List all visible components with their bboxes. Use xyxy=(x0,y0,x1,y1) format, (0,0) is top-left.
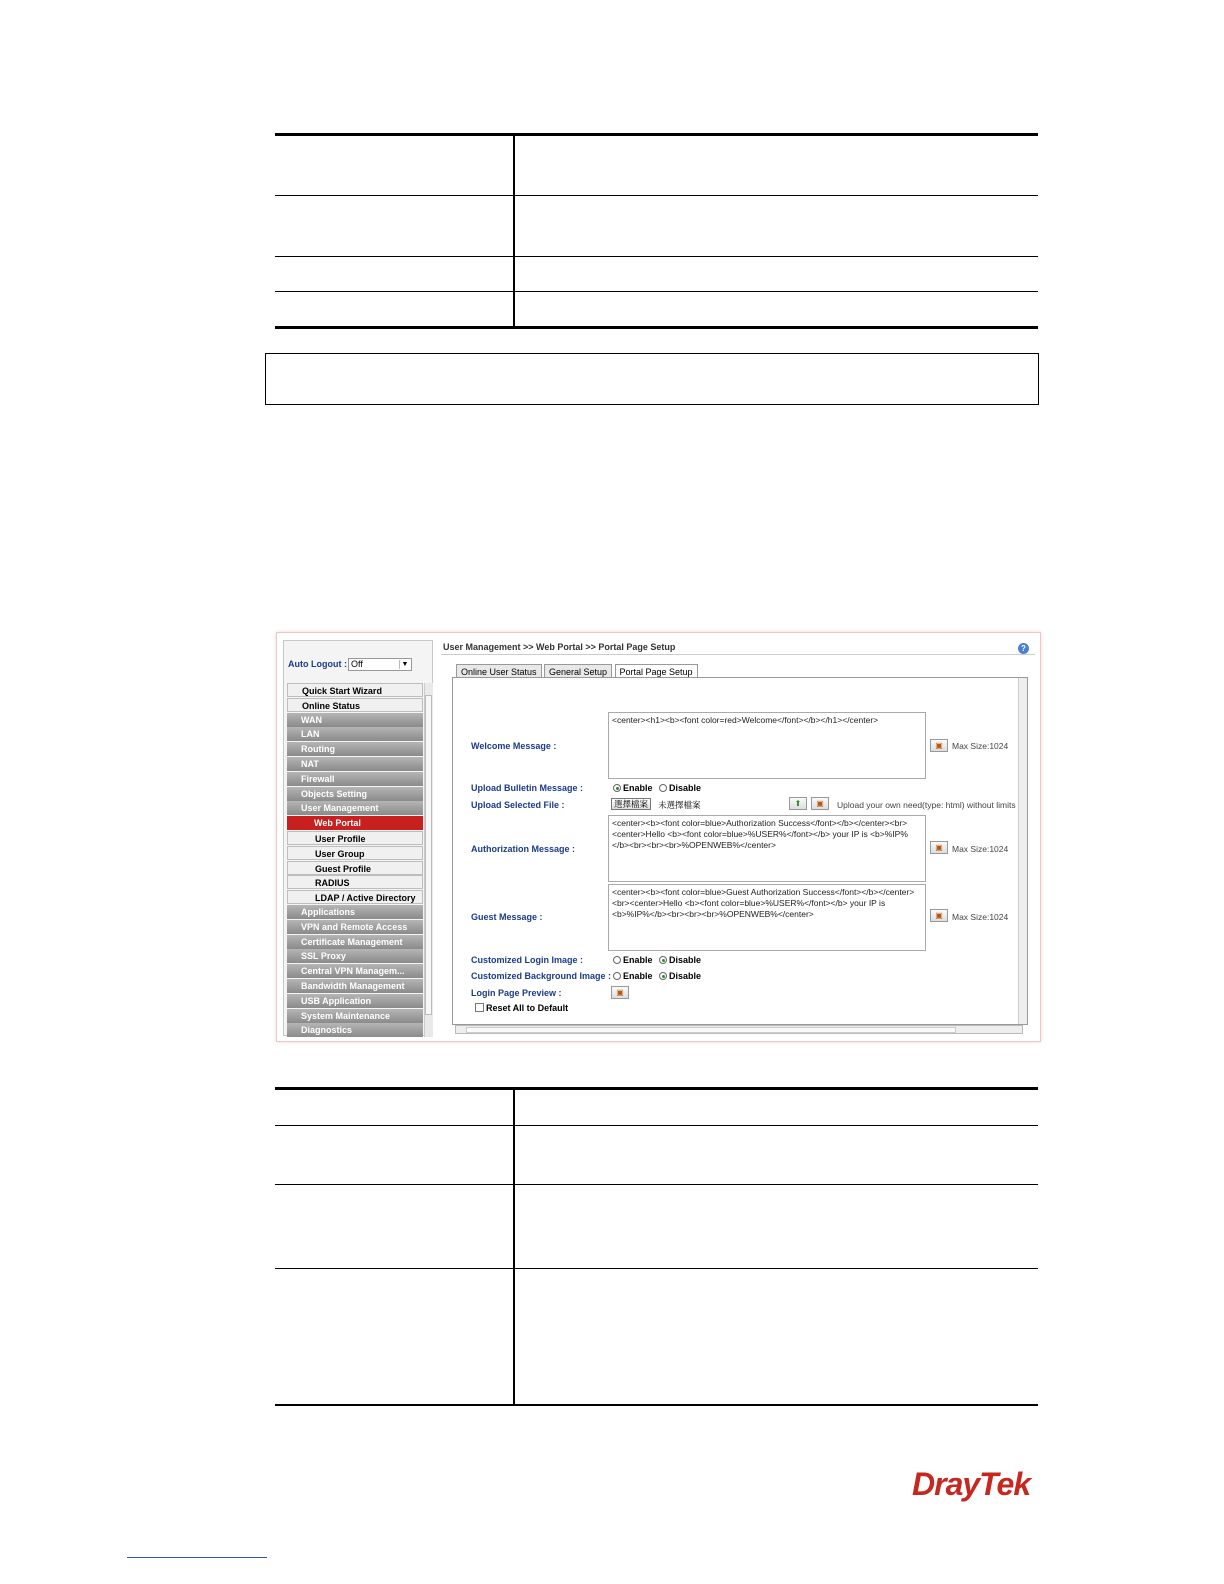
sidebar-item-central-vpn-managem[interactable]: Central VPN Managem... xyxy=(287,964,423,978)
scroll-thumb[interactable] xyxy=(466,1027,956,1033)
radio-label: Disable xyxy=(669,955,702,965)
sidebar-item-objects-setting[interactable]: Objects Setting xyxy=(287,787,423,801)
panel-scrollbar[interactable] xyxy=(1018,678,1027,1024)
radio-label: Enable xyxy=(623,971,653,981)
radio-label: Enable xyxy=(623,783,653,793)
sidebar-item-online-status[interactable]: Online Status xyxy=(287,698,423,712)
table-rule xyxy=(275,256,1038,257)
sidebar xyxy=(283,640,433,1036)
table-divider xyxy=(513,133,515,328)
table-rule xyxy=(275,291,1038,292)
sidebar-item-certificate-management[interactable]: Certificate Management xyxy=(287,935,423,949)
no-file-text: 未選擇檔案 xyxy=(658,800,701,810)
max-size-text: Max Size:1024 xyxy=(952,844,1009,854)
sidebar-item-ldap-active-directory[interactable]: LDAP / Active Directory xyxy=(287,890,423,904)
table-rule xyxy=(275,1087,1038,1090)
preview-icon[interactable]: ▣ xyxy=(611,986,629,999)
table-divider xyxy=(513,1087,515,1406)
reset-checkbox[interactable] xyxy=(475,1003,568,1013)
sidebar-item-usb-application[interactable]: USB Application xyxy=(287,994,423,1008)
radio-icon xyxy=(613,784,621,792)
sidebar-item-vpn-and-remote-access[interactable]: VPN and Remote Access xyxy=(287,920,423,934)
bulletin-enable-radio[interactable] xyxy=(613,783,653,793)
radio-icon xyxy=(659,972,667,980)
table-rule xyxy=(275,133,1038,136)
settings-panel xyxy=(452,677,1028,1025)
upload-note: Upload your own need(type: html) without limits xyxy=(837,800,1016,810)
bg-image-label: Customized Background Image : xyxy=(471,971,612,981)
help-icon[interactable]: ? xyxy=(1018,643,1029,654)
edit-icon[interactable]: ▣ xyxy=(811,797,829,810)
tab-portal-page-setup[interactable]: Portal Page Setup xyxy=(615,664,698,680)
table-rule xyxy=(275,326,1038,329)
sidebar-item-nat[interactable]: NAT xyxy=(287,757,423,771)
bg-image-enable-radio[interactable] xyxy=(613,971,653,981)
table-rule xyxy=(275,1125,1038,1126)
bulletin-disable-radio[interactable] xyxy=(659,783,701,793)
table-rule xyxy=(275,195,1038,196)
divider xyxy=(441,654,1035,655)
note-box xyxy=(265,353,1039,405)
table-rule xyxy=(275,1268,1038,1269)
sidebar-item-quick-start-wizard[interactable]: Quick Start Wizard xyxy=(287,683,423,697)
chevron-down-icon: ▼ xyxy=(399,660,410,669)
edit-icon[interactable]: ▣ xyxy=(930,739,948,752)
footer-rule xyxy=(127,1557,267,1558)
guest-label: Guest Message : xyxy=(471,912,543,922)
sidebar-item-ssl-proxy[interactable]: SSL Proxy xyxy=(287,949,423,963)
sidebar-item-user-management[interactable]: User Management xyxy=(287,801,423,815)
horizontal-scrollbar[interactable] xyxy=(455,1025,1023,1034)
reset-label: Reset All to Default xyxy=(486,1003,569,1013)
max-size-text: Max Size:1024 xyxy=(952,741,1009,751)
sidebar-item-user-profile[interactable]: User Profile xyxy=(287,831,423,845)
breadcrumb: User Management >> Web Portal >> Portal Page Setup xyxy=(443,642,676,652)
sidebar-scrollbar[interactable] xyxy=(424,683,433,1037)
sidebar-item-guest-profile[interactable]: Guest Profile xyxy=(287,861,423,875)
router-screenshot xyxy=(276,632,1041,1042)
checkbox-icon xyxy=(475,1003,484,1012)
scroll-thumb[interactable] xyxy=(425,695,432,1015)
upload-icon[interactable]: ⬆ xyxy=(789,797,807,810)
edit-icon[interactable]: ▣ xyxy=(930,841,948,854)
radio-icon xyxy=(659,784,667,792)
sidebar-item-radius[interactable]: RADIUS xyxy=(287,875,423,889)
radio-icon xyxy=(613,972,621,980)
upload-file-label: Upload Selected File : xyxy=(471,800,565,810)
welcome-label: Welcome Message : xyxy=(471,741,557,751)
table-rule xyxy=(275,1404,1038,1406)
sidebar-item-applications[interactable]: Applications xyxy=(287,905,423,919)
auto-logout-value: Off xyxy=(351,659,363,669)
tab-general-setup[interactable]: General Setup xyxy=(544,664,612,680)
auto-logout-select[interactable] xyxy=(348,658,412,671)
sidebar-item-bandwidth-management[interactable]: Bandwidth Management xyxy=(287,979,423,993)
login-image-disable-radio[interactable] xyxy=(659,955,701,965)
auto-logout-label: Auto Logout : xyxy=(288,659,347,669)
sidebar-item-diagnostics[interactable]: Diagnostics xyxy=(287,1023,423,1037)
max-size-text: Max Size:1024 xyxy=(952,912,1009,922)
bg-image-disable-radio[interactable] xyxy=(659,971,701,981)
login-image-label: Customized Login Image : xyxy=(471,955,584,965)
choose-file-button[interactable]: 選擇檔案 xyxy=(611,798,651,810)
sidebar-item-wan[interactable]: WAN xyxy=(287,713,423,727)
tab-online-user-status[interactable]: Online User Status xyxy=(456,664,542,680)
bulletin-label: Upload Bulletin Message : xyxy=(471,783,584,793)
draytek-logo: DrayTek xyxy=(912,1466,1031,1502)
radio-icon xyxy=(613,956,621,964)
radio-label: Enable xyxy=(623,955,653,965)
sidebar-item-firewall[interactable]: Firewall xyxy=(287,772,423,786)
sidebar-item-web-portal[interactable]: Web Portal xyxy=(287,816,423,830)
radio-icon xyxy=(659,956,667,964)
sidebar-item-routing[interactable]: Routing xyxy=(287,742,423,756)
radio-label: Disable xyxy=(669,971,702,981)
table-rule xyxy=(275,1184,1038,1185)
preview-label: Login Page Preview : xyxy=(471,988,562,998)
radio-label: Disable xyxy=(669,783,702,793)
authorization-textarea[interactable]: <center><b><font color=blue>Authorization Success</font></b></center><br><center>Hello <b><font color=blue>%USER%</font></b> your IP is <b>%IP%</b><br><br><br>%OPENWEB%</center> xyxy=(608,815,926,882)
main-content xyxy=(441,640,1035,1036)
edit-icon[interactable]: ▣ xyxy=(930,909,948,922)
login-image-enable-radio[interactable] xyxy=(613,955,653,965)
sidebar-item-user-group[interactable]: User Group xyxy=(287,846,423,860)
sidebar-item-lan[interactable]: LAN xyxy=(287,727,423,741)
welcome-textarea[interactable]: <center><h1><b><font color=red>Welcome</font></b></h1></center> xyxy=(608,712,926,779)
guest-textarea[interactable]: <center><b><font color=blue>Guest Authorization Success</font></b></center><br><center>Hello <b><font color=blue>%USER%</font></b> your IP is <b>%IP%</b><br><br><br>%OPENWEB%</center> xyxy=(608,884,926,951)
authorization-label: Authorization Message : xyxy=(471,844,576,854)
tab-bar xyxy=(456,662,696,678)
sidebar-item-system-maintenance[interactable]: System Maintenance xyxy=(287,1009,423,1023)
sidebar-menu xyxy=(287,683,423,1038)
